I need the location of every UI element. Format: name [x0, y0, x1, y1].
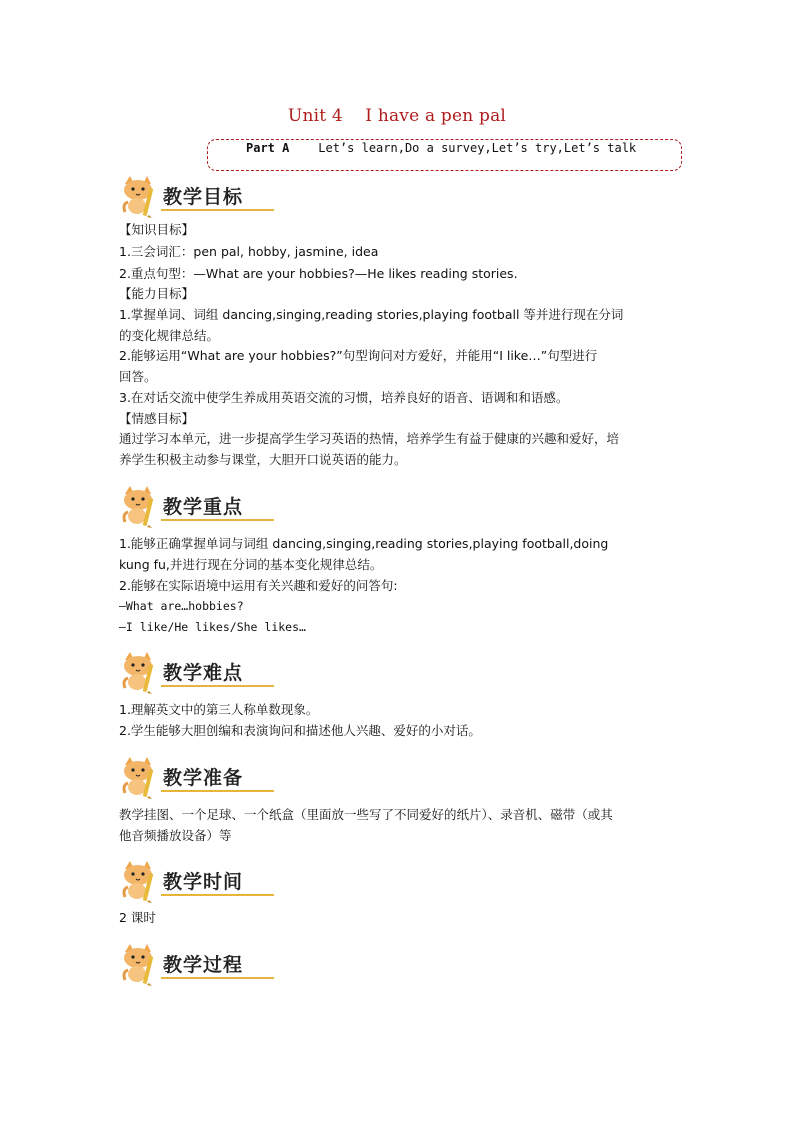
text-line: kung fu,并进行现在分词的基本变化规律总结。 — [119, 557, 383, 572]
section-heading-goals — [119, 174, 279, 222]
text-line: 他音频播放设备）等 — [119, 828, 232, 843]
heading-underline — [161, 977, 274, 979]
heading-underline — [161, 685, 274, 687]
text-line: —I like/He likes/She likes… — [119, 620, 306, 634]
text-line: 【能力目标】 — [119, 286, 195, 301]
heading-text-preparation: 教学准备 — [163, 767, 244, 789]
cat-mascot-icon — [119, 174, 163, 218]
text-line: 养学生积极主动参与课堂，大胆开口说英语的能力。 — [119, 452, 407, 467]
cat-mascot-icon — [119, 650, 163, 694]
heading-underline — [161, 790, 274, 792]
text-line: 1.掌握单词、词组 dancing,singing,reading stories,playing football 等并进行现在分词 — [119, 307, 624, 322]
heading-text-goals: 教学目标 — [163, 186, 244, 208]
text-line: 3.在对话交流中使学生养成用英语交流的习惯，培养良好的语音、语调和和语感。 — [119, 390, 569, 405]
text-line: —What are…hobbies? — [119, 599, 244, 613]
text-line: 2.能够运用“What are your hobbies?”句型询问对方爱好，并能用“I like…”句型进行 — [119, 348, 598, 363]
section-heading-preparation — [119, 755, 279, 803]
section-heading-difficulties — [119, 650, 279, 698]
heading-underline — [161, 894, 274, 896]
heading-text-key-points: 教学重点 — [163, 496, 244, 518]
section-heading-time — [119, 859, 279, 907]
unit-title: Unit 4 I have a pen pal — [287, 106, 507, 126]
heading-text-difficulties: 教学难点 — [163, 662, 244, 684]
text-line: 教学挂图、一个足球、一个纸盒（里面放一些写了不同爱好的纸片）、录音机、磁带（或其 — [119, 807, 613, 822]
text-line: 1.能够正确掌握单词与词组 dancing,singing,reading stories,playing football,doing — [119, 536, 609, 551]
cat-mascot-icon — [119, 942, 163, 986]
cat-mascot-icon — [119, 484, 163, 528]
text-line: 2.能够在实际语境中运用有关兴趣和爱好的问答句: — [119, 578, 398, 593]
text-line: 的变化规律总结。 — [119, 328, 220, 343]
heading-text-process: 教学过程 — [163, 954, 244, 976]
text-line: 【情感目标】 — [119, 411, 195, 426]
text-line: 2.重点句型：—What are your hobbies?—He likes reading stories. — [119, 266, 518, 281]
text-line: 2.学生能够大胆创编和表演询问和描述他人兴趣、爱好的小对话。 — [119, 723, 481, 738]
text-line: 回答。 — [119, 369, 157, 384]
subtitle-text: Let’s learn,Do a survey,Let’s try,Let’s talk — [289, 141, 637, 155]
subtitle-part: Part A — [246, 141, 290, 155]
text-line: 通过学习本单元，进一步提高学生学习英语的热情，培养学生有益于健康的兴趣和爱好，培 — [119, 431, 620, 446]
section-heading-key-points — [119, 484, 279, 532]
cat-mascot-icon — [119, 755, 163, 799]
heading-text-time: 教学时间 — [163, 871, 244, 893]
subtitle — [246, 141, 636, 155]
text-line: 1.三会词汇：pen pal, hobby, jasmine, idea — [119, 244, 379, 259]
section-heading-process — [119, 942, 279, 990]
text-line: 1.理解英文中的第三人称单数现象。 — [119, 702, 319, 717]
heading-underline — [161, 519, 274, 521]
text-line: 2 课时 — [119, 910, 156, 925]
text-line: 【知识目标】 — [119, 222, 195, 237]
cat-mascot-icon — [119, 859, 163, 903]
heading-underline — [161, 209, 274, 211]
